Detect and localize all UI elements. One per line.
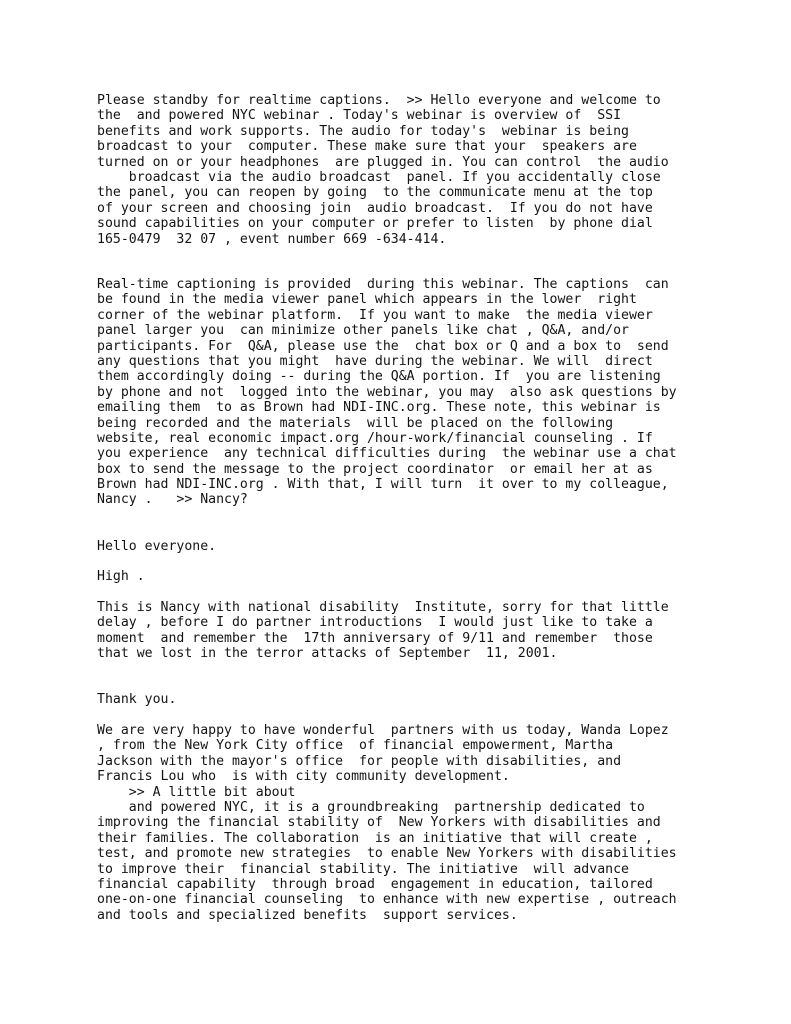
text-line: Hello everyone.: [97, 539, 217, 554]
text-line: Real-time captioning is provided during this webinar. The captions can: [97, 277, 669, 292]
text-line: one-on-one financial counseling to enhance with new expertise , outreach: [97, 892, 677, 908]
text-line: We are very happy to have wonderful partners with us today, Wanda Lopez: [97, 723, 669, 738]
text-line: that we lost in the terror attacks of September 11, 2001.: [97, 646, 558, 662]
text-line: sound capabilities on your computer or prefer to listen by phone dial: [97, 216, 653, 232]
text-line: This is Nancy with national disability Institute, sorry for that little: [97, 600, 669, 615]
text-line: and tools and specialized benefits support services.: [97, 907, 518, 923]
text-line: website, real economic impact.org /hour-work/financial counseling . If: [97, 430, 653, 446]
text-line: them accordingly doing -- during the Q&A portion. If you are listening: [97, 369, 661, 385]
text-line: to improve their financial stability. The initiative will advance: [97, 861, 629, 877]
text-line: Brown had NDI-INC.org . With that, I will turn it over to my colleague,: [97, 477, 669, 493]
text-line: >> A little bit about: [97, 784, 296, 800]
text-line: Nancy . >> Nancy?: [97, 492, 248, 508]
text-line: 165-0479 32 07 , event number 669 -634-414.: [97, 231, 447, 247]
paragraph-thank-you: [97, 692, 176, 707]
text-line: the and powered NYC webinar . Today's webinar is overview of SSI: [97, 108, 622, 124]
text-line: being recorded and the materials will be placed on the following: [97, 415, 614, 431]
text-line: , from the New York City office of financial empowerment, Martha: [97, 738, 614, 754]
text-line: box to send the message to the project coordinator or email her at as: [97, 461, 653, 477]
text-line: broadcast to your computer. These make sure that your speakers are: [97, 139, 637, 155]
paragraph-captioning: [97, 277, 677, 508]
text-line: you experience any technical difficulties during the webinar use a chat: [97, 446, 677, 462]
text-line: any questions that you might have during the webinar. We will direct: [97, 353, 653, 369]
text-line: their families. The collaboration is an initiative that will create ,: [97, 830, 653, 846]
paragraph-nancy-remembrance: [97, 600, 669, 662]
text-line: the panel, you can reopen by going to the communicate menu at the top: [97, 185, 653, 201]
text-line: by phone and not logged into the webinar, you may also ask questions by: [97, 384, 677, 400]
text-line: benefits and work supports. The audio for today's webinar is being: [97, 123, 629, 139]
text-line: panel larger you can minimize other panels like chat , Q&A, and/or: [97, 323, 629, 339]
paragraph-high: [97, 569, 145, 584]
paragraph-hello: [97, 539, 216, 554]
text-line: test, and promote new strategies to enable New Yorkers with disabilities: [97, 846, 677, 862]
paragraph-intro: [97, 93, 669, 247]
text-line: corner of the webinar platform. If you want to make the media viewer: [97, 307, 653, 323]
text-line: emailing them to as Brown had NDI-INC.org. These note, this webinar is: [97, 400, 661, 416]
text-line: delay , before I do partner introductions I would just like to take a: [97, 615, 653, 631]
text-line: Jackson with the mayor's office for people with disabilities, and: [97, 753, 622, 769]
paragraph-partners: [97, 723, 677, 923]
text-line: broadcast via the audio broadcast panel. If you accidentally close: [97, 169, 661, 185]
text-line: moment and remember the 17th anniversary of 9/11 and remember those: [97, 630, 653, 646]
text-line: Please standby for realtime captions. >> Hello everyone and welcome to: [97, 93, 661, 108]
text-line: be found in the media viewer panel which appears in the lower right: [97, 292, 637, 308]
text-line: Francis Lou who is with city community development.: [97, 769, 510, 785]
text-line: Thank you.: [97, 692, 177, 707]
text-line: financial capability through broad engagement in education, tailored: [97, 876, 653, 892]
text-line: turned on or your headphones are plugged in. You can control the audio: [97, 154, 669, 170]
text-line: participants. For Q&A, please use the chat box or Q and a box to send: [97, 338, 669, 354]
text-line: High .: [97, 569, 145, 584]
text-line: of your screen and choosing join audio broadcast. If you do not have: [97, 200, 653, 216]
text-line: improving the financial stability of New Yorkers with disabilities and: [97, 815, 661, 831]
text-line: and powered NYC, it is a groundbreaking partnership dedicated to: [97, 799, 645, 815]
